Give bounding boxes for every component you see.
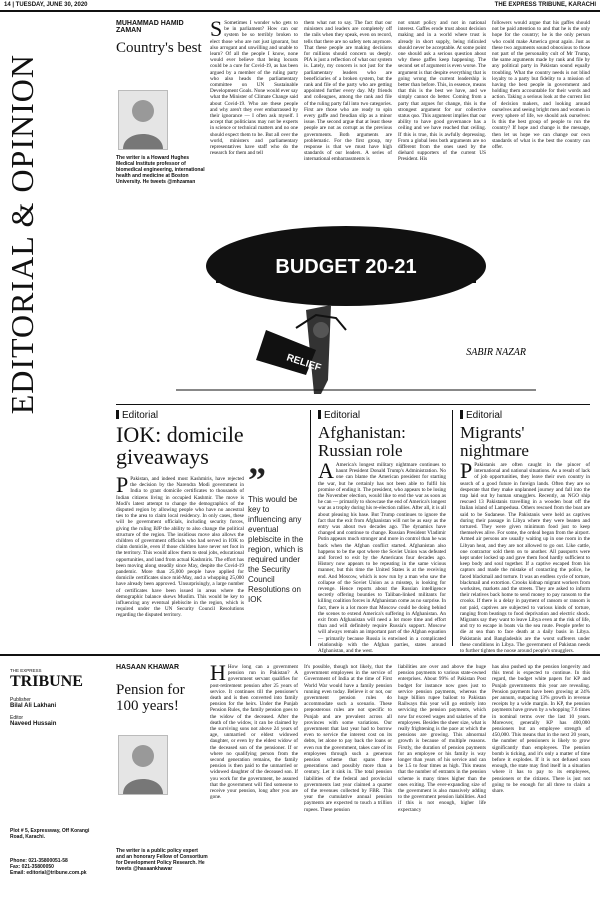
column-headline: Pension for 100 years! (116, 682, 185, 714)
column-headline: Country's best (116, 40, 202, 56)
section-title: EDITORIAL & OPINION (4, 54, 40, 415)
tribune-logo: TRIBUNE (10, 673, 83, 690)
column-text-d: followers would argue that his gaffes should not be paid attention to and that he is the only hope for the country; he is the only person who could make America great again. Just as these two arguments sound obnoxious to those not part of the personality cult of Mr Trump, the same arguments made by rank and file by any political party in Pakistan sound equally troubling. What the country needs is not blind loyalty to a party but fidelity to a mission of having the best people in government and holding them accountable for their words and action. Taking a serious look at the current list of decision makers, and looking around ourselves and seeing bright men and women in every sphere of life, we should ask ourselves: Is this the best group of people to run the country? If hope and change is the message, then let us hope we can change our own standards of what is the best the country can offer. (492, 20, 590, 151)
cartoon-signature: SABIR NAZAR (466, 347, 526, 358)
editor-name: Naveed Hussain (10, 721, 57, 727)
editorial-section-label: Editorial (116, 410, 158, 421)
column-text-d: has also pushed up the pension longevity and this trend is expected to continue. In this regard, the budget white papers for KP and Punjab governments this year are revealing. Pension payments have been growing at 24% per annum, outpacing 13% growth in revenue receipts by a wide margin. In KP, the pension payments have grown by a whopping 7.6 times in nominal terms over the last 10 years. Moreover, generally KP has 400,000 pensioners but an employee strength of 450,000. This means that in the next 20 years, the number of pensioners is likely to grow significantly than employees. The pension bomb is ticking, and it's only a matter of time before it explodes. If it is not defused soon enough, the state may find itself in a situation where it has to pay to its employees, pensioners or the citizens. There is just not going to be enough for all three to claim a share. (492, 664, 590, 795)
divider (0, 654, 600, 656)
pull-quote: ” This would be key to influencing any eventual plebiscite in the region, which is required under the Security Council Resolutions on IOK (248, 460, 304, 604)
author-bio: The writer is a Howard Hughes Medical Institute professor of biomedical engineering, international health and medicine at Boston University. He tweets @mhzaman (116, 155, 205, 185)
editorial-section-label: Editorial (318, 410, 360, 421)
editorial-cartoon (116, 210, 590, 394)
page-date: 14 | TUESDAY, JUNE 30, 2020 (4, 2, 88, 8)
column-divider (452, 410, 453, 646)
author-photo (118, 90, 168, 150)
cartoon-illustration (116, 210, 590, 394)
column-text-b: It's possible, though not likely, that the government employees in the service of Government of India at the time of First World War would have a family pension running even today. Believe it or not, our government pension rules do accommodate such a scenario. These preposterous rules are not specific to Punjab and are prevalent across all provinces with some variations. Our government that last year had to borrow even to service the interest cost on its debts, let alone to pay back the loans or even run the government, takes care of its employees through such a generous pension scheme that spans three generations and possibly more than a century. Let it sink in. The total pension liabilities of the federal and provincial governments last year claimed a quarter of the revenues collected by FBR. This year the cumulative annual pension payments are expected to touch a trillion rupees. These pension (304, 664, 392, 813)
divider (116, 404, 590, 405)
person-icon (119, 91, 167, 149)
column-text-a: H How long can a government pension run in Pakistan? A government servant qualifies for post-retirement pension after 25 years of service. It continues till the pensioner's death and is then converted into family pension for the heirs. Under the Punjab Pension Rules, the family pension goes to the widow of the deceased. After the death of the widow, it can be claimed by the surviving sons not above 24 years of age, unmarried or eldest widowed daughter, or even by the eldest widow of the deceased son of the pensioner. If or where no qualifying person from the second generation remains, the family pension is then paid to the unmarried or widowed daughter of the deceased son. If you work for the government, be assured that the government will find someone to receive your pension, long after you are gone. (210, 660, 298, 801)
editorial-body: P Pakistanis are often caught in the pincer of international and national situations. As a result of lack of job opportunities, they leave their own country in search of a good future in foreign lands. Often they are so desperate that they make unplanned journey and fall into the trap laid out by human smugglers. Recently, an NGO ship rescued 13 Pakistanis travelling in a wooden boat off the Italian island of Lampedusa. Others rescued from the boat are said to be Sudanese. The Pakistanis were held as captives during their passage in Libya where they were beaten and tortured. They were given minimum food just to keep themselves alive. For some, the ordeal began from the airport. Armed air persons are usually waiting up in one room in the Libyan heat, and they are not allowed to go out. Like cattle, one contractor sold them on to another. All passports were kept under locked up and gave them food hardly sufficient to keep body and soul together. If a captive escaped from his captors and made the mistake of contacting the police, he faced blackmail and torture. It was an endless cycle of torture, blackmail and extortion. Crooks kidnap migrant workers from worksites, markets and the streets. They are asked to inform their relatives back home to send money to pay ransom to the crooks. If there is a delay in payment of ransom or ransom is not paid, captives are subjected to various kinds of torture, ranging from beatings to food deprivation and electric shock. Migrants say they want to leave Libya even at the risk of life, and try to escape in boats via the sea route. People prefer to die at sea than to face death at a daily basis in Libya. Pakistanis and Bangladeshis are the worst sufferers under these conditions in Libya. The government of Pakistan needs to further tighten the noose around people's smugglers. (460, 458, 590, 655)
column-text-a: S Sometimes I wonder who gets to be in parliament? How can our system be so terribly broken to elect those who are not just ignorant, but also arrogant and unwilling and unable to learn? Of all the people I know, none would ever believe that being locusts could be a cure for Covid-19, as has been argued by a member of the ruling party who also heads the parliamentary committee on UN Sustainable Development Goals. None would ever say what the Minister of Climate Change said about Covid-19. Who are these people and why aren't they ever embarrassed by their ignorance — I often ask myself. I accept that politicians may not be experts in science or technical matters and no one should expect them to be. But all over the world, ministers and parliamentary representatives have staff who do the research for them and tell (210, 16, 298, 157)
newspaper-name: THE EXPRESS TRIBUNE, KARACHI (494, 2, 596, 8)
person-icon (119, 736, 167, 794)
column-author: MUHAMMAD HAMID ZAMAN (116, 20, 184, 34)
editorial-body-a: P Pakistan, and indeed most Kashmiris, have rejected the decision by the Narendra Modi government in India to grant domicile certificates to thousands of Indian citizens living in occupied Kashmir. The move is Modi's latest attempt to change the demographics of the disputed region by allowing people who have no ancestral ties to the area to claim local residency. In only cases, these will be government officials, including security forces, giving the ruling BJP the ability to also change the political structure of the region. The insidious move also allows the children of government officials who had served in IOK to claim domicile, even if those children have never set foot in the territory. This would allow them to steal jobs, educational opportunities, and land from actual Kashmiris. The effort has been moving along steadily since May, despite the Covid-19 pandemic. More than 25,000 people have applied for domicile certificates since mid-May, and a whopping 25,000 have already been approved. 'Unsurprisingly, a large number of certificates have been issued in areas where the demographic balance skews Muslim. This would be key to influencing any eventual plebiscite in the region, which is required under the UN Security Council Resolutions regarding the disputed territory. (116, 472, 244, 619)
editorial-headline: Migrants' nightmare (460, 423, 529, 460)
column-author: HASAAN KHAWAR (116, 664, 179, 671)
author-bio: The writer is a public policy expert and an honorary Fellow of Consortium for Development Policy Research. He tweets @hasaankhawar (116, 848, 208, 872)
column-divider (310, 410, 311, 646)
column-text-c: not smart policy and not in national interest. Gaffes erode trust about decision making and in a world where trust is already in short supply, being ridiculed should never be acceptable. At some point one should ask a serious question about why these gaffes keep happening. The second set of argument is even worse. The argument is that despite everything that is going wrong the current leadership is better than before. This, in essence, means that this is the best we have, and we simply cannot do better. Coming from a party that argues for change, this is the strongest argument for our collective status quo. This argument implies that our ability to have good governance has a ceiling and we have reached that ceiling. If this is true, this is awfully depressing. From a global lens both arguments are no different from the ones used by the diehard supporters of the current US President. His (398, 20, 486, 163)
publisher-name: Bilal Ali Lakhani (10, 703, 57, 709)
editorial-section-label: Editorial (460, 410, 502, 421)
page-header (0, 0, 600, 12)
editorial-body: A America's longest military nightmare continues to haunt President Donald Trump's Administration. No one can blame the American president for starting the war, but he certainly has not been able to fulfil his promise of ending it. The president, who appears to be losing the November election, would like to end the war as soon as he can — primarily to showcase the end of America's longest war as a trophy during his re-election rallies. After all, it is all about pleasing his base. But Trump continues to ignore the fact that the exit from Afghanistan will not be as easy as the entry was about two decades ago. The dynamics have changed and continue to change. Russian President Vladimir Putin appears much stronger and more in control than he was back when the Afghan conflict started. Afghanistan also happens to be the spot where the Soviet Union was defeated and forced to exit by the Americans four decades ago. History now appears to be repeating in the same vicious manner, but this time the United States is at the receiving end. And Moscow, which is now run by a man who saw the collapse of the Soviet Union as a misstep, is looking for revenge. Hence reports about the Russian intelligence secretly offering bounties to Taliban-linked militants for killing coalition forces in Afghanistan come as no surprise. In fact, there is a lot more that Moscow could be doing behind the scenes to extend America's suffering in Afghanistan. An exit from Afghanistan will need a lot more time and effort than and will definitely require Russia's support. Moscow will always remain an important part of the Afghan equation — primarily because Russia is entwined in a complicated relationship with the Afghan parties, states around Afghanistan, and the west. (318, 458, 446, 655)
cartoon-caption-bottom: RELIEF (285, 352, 323, 374)
masthead-contact: Phone: 021-35800051-58 Fax: 021-35800050 Email: editorial@tribune.com.pk (10, 858, 87, 876)
column-text-c: liabilities are over and above the huge pension payments to various state-owned enterprises. About 99% of Pakistan Post budget for instance now goes just to service pension payments, whereas the huge billion rupee bailout to Pakistan Railways this year will go entirely into servicing the pension payments, which now far exceed wages and salaries of the employees. Besides the sheer size, what is really frightening is the pace at which the pensions are growing. This abnormal growth is because of multiple reasons. Firstly, the duration of pension payments for an employee or his family is way longer than years of his service and can be 1.5 to four times as high. This means that the number of entrants in the pension scheme is many times higher than the ones exiting. The ever-expanding size of the government is also massively adding to the government pension liabilities. And if this is not enough, higher life expectancy (398, 664, 486, 813)
editorial-headline: IOK: domicile giveaways (116, 422, 244, 469)
masthead-address: Plot # 5, Expressway, Off Korangi Road, Karachi. (10, 828, 90, 840)
editorial-headline: Afghanistan: Russian role (318, 423, 406, 460)
column-text-b: them what not to say. The fact that our ministers and leaders are completely off the rails when they speak, even on record, tells that there are no safety nets anymore. That these people are making decisions for millions should concern us deeply. PIA is just a reflection of what our system is. Lately, my concern is not just for the parliamentary leaders who are beneficiaries of a broken system, but the rank and file of the party who are getting appointed further every day. My friends and colleagues, among the rank and file of the ruling party fall into two categories. First are those who are ready to spin every gaffe and freudian slip as a minor issue. The second argue that at least these people are not as corrupt as the previous governments. Both arguments are problematic. For the first group, my response is that we must have high standards of our leaders. A series of international embarrassments is (304, 20, 392, 163)
section-sidebar (0, 14, 40, 554)
masthead: THE EXPRESS TRIBUNE Publisher Bilal Ali Lakhani Editor Naveed Hussain (10, 668, 100, 727)
cartoon-caption-top: BUDGET 20-21 (275, 256, 417, 278)
author-photo (118, 735, 168, 795)
